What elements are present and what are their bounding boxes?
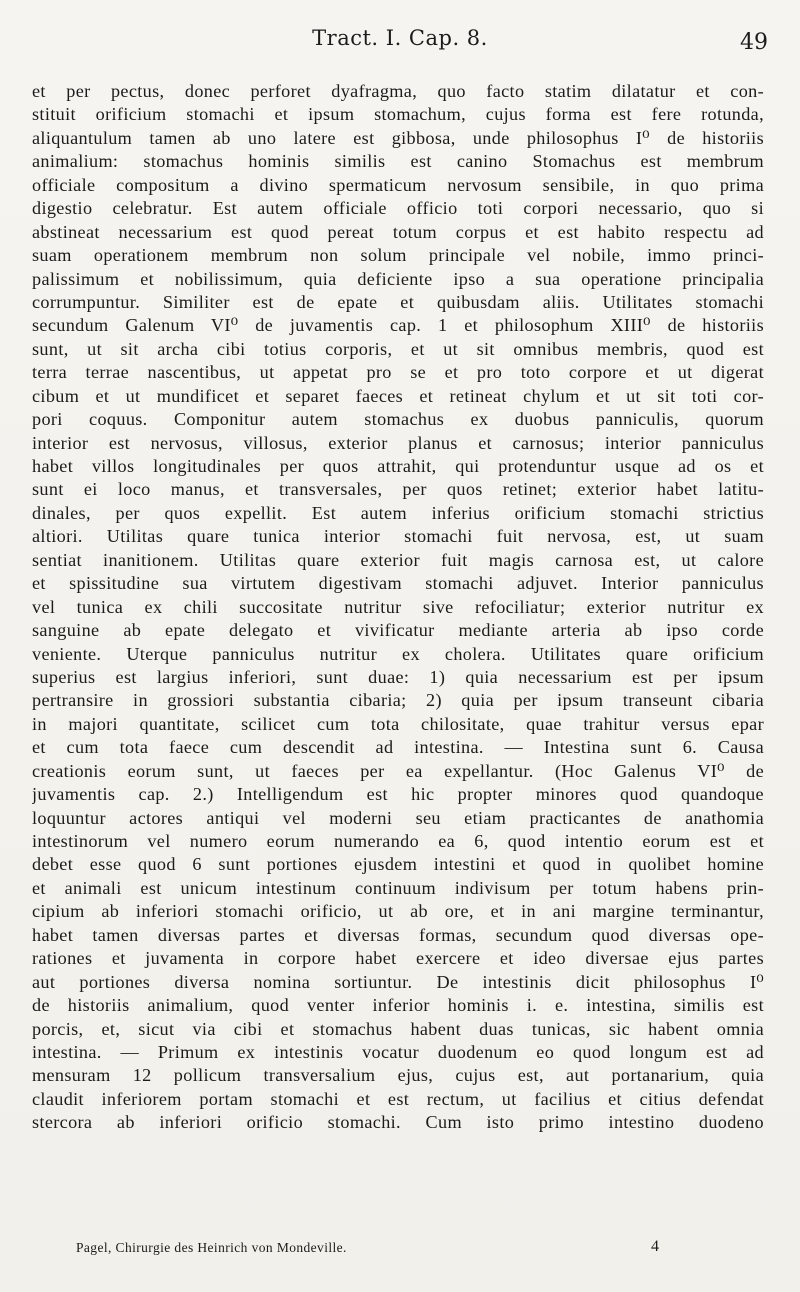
text-line: sunt, ut sit archa cibi totius corporis, et ut sit omnibus membris, quod est [32,338,764,359]
text-line: palissimum et nobilissimum, quia deficiente ipso a sua operatione principalia [32,268,764,289]
text-line: dinales, per quos expellit. Est autem inferius orificium stomachi strictius [32,502,764,523]
running-head: Tract. I. Cap. 8. [312,26,488,50]
text-line: superius est largius inferiori, sunt duae: 1) quia necessarium est per ipsum [32,666,764,687]
text-line: porcis, et, sicut via cibi et stomachus habent duas tunicas, sic habent omnia [32,1018,764,1039]
printer-signature: Pagel, Chirurgie des Heinrich von Mondeville. [76,1240,347,1255]
text-line: stituit orificium stomachi et ipsum stomachum, cujus forma est fere rotunda, [32,104,764,125]
text-line: pertransire in grossiori substantia cibaria; 2) quia per ipsum transeunt cibaria [32,690,764,711]
text-line: habet villos longitudinales per quos attrahit, qui protenduntur usque ad os et [32,456,764,476]
page-number: 49 [740,30,768,55]
text-line: et per pectus, donec perforet dyafragma, quo facto statim dilatatur et con- [32,81,764,101]
text-line: stercora ab inferiori orificio stomachi. Cum isto primo intestino duodeno [32,1112,764,1133]
text-line: de historiis animalium, quod venter inferior hominis i. e. intestina, similis est [32,995,764,1016]
text-line: cipium ab inferiori stomachi orificio, ut ab ore, et in ani margine terminantur, [32,901,764,922]
text-line: secundum Galenum VI⁰ de juvamentis cap. 1 et philosophum XIII⁰ de historiis [32,315,764,336]
text-line: interior est nervosus, villosus, exterior planus et carnosus; interior panniculus [32,432,764,453]
text-line: claudit inferiorem portam stomachi et est rectum, ut facilius et citius defendat [32,1088,764,1109]
text-line: creationis eorum sunt, ut faeces per ea expellantur. (Hoc Galenus VI⁰ de [32,760,764,781]
signature-number: 4 [651,1238,659,1255]
text-line: cibum et ut mundificet et separet faeces et retineat chylum et ut sit toti cor- [32,385,764,406]
text-line: sunt ei loco manus, et transversales, per quos retinet; exterior habet latitu- [32,479,764,500]
text-line: et spissitudine sua virtutem digestivam stomachi adjuvet. Interior panniculus [32,573,764,594]
text-line: digestio celebratur. Est autem officiale officio toti corpori necessario, quo si [32,198,764,219]
text-line: juvamentis cap. 2.) Intelligendum est hic propter minores quod quandoque [32,784,764,805]
text-line: altiori. Utilitas quare tunica interior stomachi fuit nervosa, est, ut suam [32,526,764,547]
text-line: sentiat inanitionem. Utilitas quare exterior fuit magis carnosa est, ut calore [32,549,764,570]
text-line: in majori quantitate, scilicet cum tota chilositate, quae trahitur versus epar [32,713,764,734]
text-line: sanguine ab epate delegato et vivificatur mediante arteria ab ipso corde [32,620,764,641]
text-line: vel tunica ex chili succositate nutritur sive refociliatur; exterior nutritur ex [32,596,764,617]
text-line: animalium: stomachus hominis similis est canino Stomachus est membrum [32,151,764,172]
text-line: terra terrae nascentibus, ut appetat pro se et pro toto corpore et ut digerat [32,362,764,383]
text-line: aliquantulum tamen ab uno latere est gibbosa, unde philosophus I⁰ de historiis [32,127,764,148]
text-line: veniente. Uterque panniculus nutritur ex cholera. Utilitates quare orificium [32,643,764,664]
text-line: mensuram 12 pollicum transversalium ejus, cujus est, aut portanarium, quia [32,1065,764,1086]
text-line: et cum tota faece cum descendit ad intestina. — Intestina sunt 6. Causa [32,737,764,758]
text-line: rationes et juvamenta in corpore habet exercere et ideo diversae ejus partes [32,948,764,969]
text-line: et animali est unicum intestinum continuum indivisum per totum habens prin- [32,877,764,898]
text-line: debet esse quod 6 sunt portiones ejusdem intestini et quod in quolibet homine [32,854,764,875]
text-line: loquuntur actores antiqui vel moderni seu etiam practicantes de anathomia [32,807,764,828]
text-line: pori coquus. Componitur autem stomachus ex duobus panniculis, quorum [32,409,764,430]
body-text [32,80,764,1135]
text-line: habet tamen diversas partes et diversas formas, secundum quod diversas ope- [32,924,764,945]
text-line: corrumpuntur. Similiter est de epate et quibusdam aliis. Utilitates stomachi [32,291,764,312]
text-line: aut portiones diversa nomina sortiuntur. De intestinis dicit philosophus I⁰ [32,971,764,992]
text-line: intestinorum vel numero eorum numerando ea 6, quod intentio eorum est et [32,831,764,851]
text-line: officiale compositum a divino spermaticum nervosum sensibile, in quo prima [32,174,764,195]
text-line: intestina. — Primum ex intestinis vocatur duodenum eo quod longum est ad [32,1041,764,1062]
text-line: suam operationem membrum non solum principale vel nobile, immo princi- [32,245,764,266]
text-line: abstineat necessarium est quod pereat totum corpus et est habito respectu ad [32,221,764,242]
page-footer [0,1238,800,1264]
page-header [0,26,800,56]
